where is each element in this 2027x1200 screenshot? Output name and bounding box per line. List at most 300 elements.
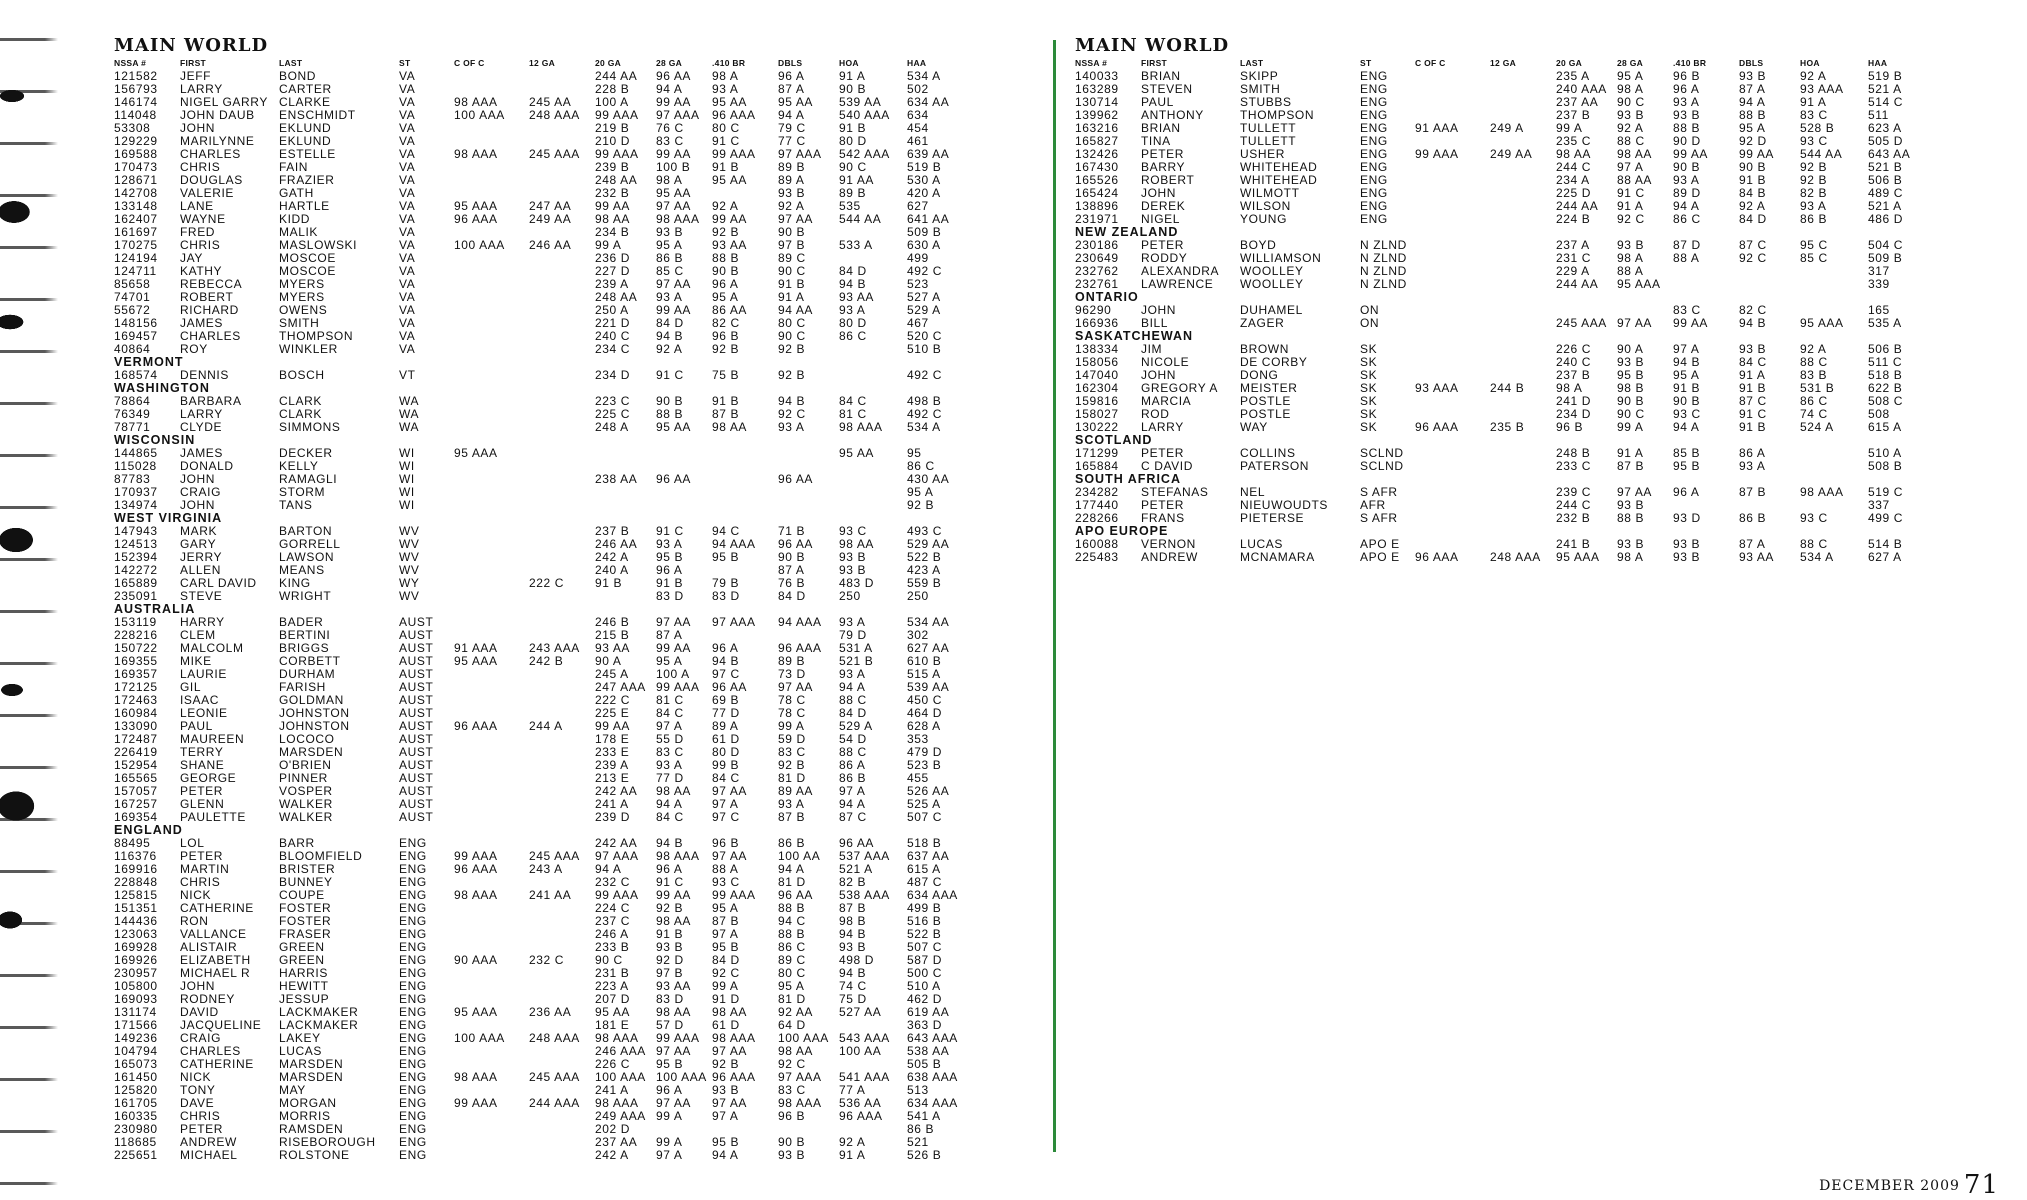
cell-nssa-number: 163289: [1075, 82, 1119, 96]
cell-ga28: 88 B: [1617, 511, 1645, 525]
cell-doubles: 77 C: [778, 134, 806, 148]
cell-hoa: 542 AAA: [839, 147, 890, 161]
cell-c-of-c: 95 AAA: [454, 1005, 498, 1019]
header-ga12: 12 GA: [1490, 58, 1517, 68]
cell-br410: 88 B: [712, 251, 740, 265]
cell-first-name: DOUGLAS: [180, 173, 243, 187]
cell-state: AUST: [399, 797, 434, 811]
page-number: 71: [1963, 1170, 1999, 1200]
cell-state: ENG: [399, 966, 427, 980]
cell-state: SK: [1360, 381, 1378, 395]
cell-first-name: PAUL: [1141, 95, 1174, 109]
cell-doubles: 87 C: [1739, 394, 1767, 408]
cell-haa: 337: [1868, 498, 1890, 512]
cell-ga28: 95 A: [1617, 69, 1644, 83]
cell-doubles: 82 C: [1739, 303, 1767, 317]
cell-state: SK: [1360, 342, 1378, 356]
cell-haa: 509 B: [1868, 251, 1903, 265]
cell-ga28: 99 AA: [656, 641, 692, 655]
cell-ga28: 97 AA: [656, 199, 692, 213]
cell-state: AUST: [399, 641, 434, 655]
cell-haa: 519 B: [907, 160, 942, 174]
cell-br410: 83 D: [712, 589, 740, 603]
table-row: [1075, 551, 2015, 564]
cell-br410: 84 D: [712, 953, 740, 967]
cell-ga28: 99 AAA: [656, 1031, 700, 1045]
cell-last-name: DURHAM: [279, 667, 336, 681]
cell-nssa-number: 53308: [114, 121, 151, 135]
cell-haa: 622 B: [1868, 381, 1903, 395]
cell-state: SK: [1360, 420, 1378, 434]
cell-ga28: 97 AA: [656, 1044, 692, 1058]
cell-br410: 85 B: [1673, 446, 1701, 460]
cell-haa: 508 B: [1868, 459, 1903, 473]
cell-state: VA: [399, 121, 416, 135]
cell-nssa-number: 169354: [114, 810, 158, 824]
cell-last-name: MEANS: [279, 563, 325, 577]
cell-nssa-number: 177440: [1075, 498, 1119, 512]
cell-state: WY: [399, 576, 420, 590]
cell-hoa: 86 B: [839, 771, 867, 785]
cell-first-name: CRAIG: [180, 485, 222, 499]
cell-first-name: ISAAC: [180, 693, 220, 707]
cell-hoa: 536 AA: [839, 1096, 882, 1110]
cell-haa: 634 AAA: [907, 888, 958, 902]
cell-ga20: 90 C: [595, 953, 623, 967]
section-heading: SOUTH AFRICA: [1075, 472, 1181, 486]
cell-nssa-number: 170937: [114, 485, 158, 499]
cell-haa: 510 A: [907, 979, 941, 993]
cell-doubles: 94 A: [1739, 95, 1766, 109]
cell-nssa-number: 157057: [114, 784, 158, 798]
cell-doubles: 93 A: [778, 420, 805, 434]
cell-haa: 492 C: [907, 407, 943, 421]
cell-ga28: 94 A: [656, 82, 683, 96]
cell-ga28: 98 AA: [656, 784, 692, 798]
cell-nssa-number: 104794: [114, 1044, 158, 1058]
cell-state: ENG: [399, 940, 427, 954]
cell-hoa: 543 AAA: [839, 1031, 890, 1045]
cell-ga20: 98 AA: [595, 212, 631, 226]
cell-last-name: LAWSON: [279, 550, 335, 564]
cell-br410: 87 B: [712, 407, 740, 421]
cell-ga20: 95 AAA: [1556, 550, 1600, 564]
cell-last-name: POSTLE: [1240, 394, 1291, 408]
cell-ga20: 232 B: [1556, 511, 1591, 525]
cell-doubles: 90 B: [1739, 160, 1767, 174]
cell-state: WI: [399, 498, 415, 512]
cell-br410: 86 AA: [712, 303, 748, 317]
cell-state: AUST: [399, 784, 434, 798]
cell-state: VA: [399, 134, 416, 148]
cell-state: VA: [399, 225, 416, 239]
cell-first-name: CATHERINE: [180, 1057, 254, 1071]
cell-last-name: WRIGHT: [279, 589, 332, 603]
cell-ga28: 96 AA: [656, 69, 692, 83]
cell-ga20: 248 AA: [595, 290, 638, 304]
cell-hoa: 92 B: [1800, 173, 1828, 187]
cell-last-name: CARTER: [279, 82, 332, 96]
cell-c-of-c: 96 AAA: [454, 212, 498, 226]
cell-nssa-number: 165889: [114, 576, 158, 590]
cell-first-name: LOL: [180, 836, 205, 850]
cell-ga28: 99 AA: [656, 95, 692, 109]
cell-nssa-number: 147943: [114, 524, 158, 538]
cell-haa: 521 A: [1868, 82, 1902, 96]
cell-last-name: CLARKE: [279, 95, 331, 109]
cell-first-name: PETER: [180, 784, 224, 798]
cell-ga20: 244 AA: [595, 69, 638, 83]
cell-ga20: 244 C: [1556, 160, 1592, 174]
cell-nssa-number: 121582: [114, 69, 158, 83]
cell-last-name: DECKER: [279, 446, 333, 460]
cell-doubles: 97 AAA: [778, 147, 822, 161]
cell-haa: 511: [1868, 108, 1889, 122]
cell-nssa-number: 105800: [114, 979, 158, 993]
cell-doubles: 90 C: [778, 329, 806, 343]
cell-hoa: 92 A: [1800, 69, 1827, 83]
cell-last-name: OWENS: [279, 303, 328, 317]
cell-nssa-number: 147040: [1075, 368, 1119, 382]
cell-state: WI: [399, 485, 415, 499]
cell-ga28: 97 AA: [656, 277, 692, 291]
cell-haa: 521 B: [1868, 160, 1903, 174]
cell-ga20: 96 B: [1556, 420, 1584, 434]
cell-ga28: 98 AAA: [656, 212, 700, 226]
cell-first-name: CHRIS: [180, 1109, 221, 1123]
cell-state: VA: [399, 303, 416, 317]
cell-state: VA: [399, 186, 416, 200]
cell-last-name: JESSUP: [279, 992, 330, 1006]
cell-ga12: 248 AAA: [1490, 550, 1541, 564]
cell-ga28: 99 AA: [656, 888, 692, 902]
cell-last-name: MOSCOE: [279, 251, 336, 265]
cell-doubles: 92 C: [778, 407, 806, 421]
cell-ga20: 248 AA: [595, 173, 638, 187]
cell-ga28: 97 AA: [1617, 316, 1653, 330]
cell-hoa: 85 C: [1800, 251, 1828, 265]
cell-hoa: 93 C: [1800, 511, 1828, 525]
cell-hoa: 75 D: [839, 992, 867, 1006]
cell-hoa: 90 C: [839, 160, 867, 174]
cell-br410: 97 A: [1673, 342, 1700, 356]
cell-last-name: WHITEHEAD: [1240, 173, 1318, 187]
cell-ga20: 245 AAA: [1556, 316, 1607, 330]
cell-doubles: 96 AAA: [778, 641, 822, 655]
cell-nssa-number: 158056: [1075, 355, 1119, 369]
cell-nssa-number: 226419: [114, 745, 158, 759]
cell-haa: 521 A: [1868, 199, 1902, 213]
cell-nssa-number: 150722: [114, 641, 158, 655]
cell-haa: 587 D: [907, 953, 943, 967]
cell-c-of-c: 98 AAA: [454, 888, 498, 902]
cell-state: ENG: [399, 914, 427, 928]
cell-last-name: RAMSDEN: [279, 1122, 344, 1136]
cell-br410: 99 AAA: [712, 147, 756, 161]
cell-nssa-number: 156793: [114, 82, 158, 96]
cell-state: AUST: [399, 615, 434, 629]
cell-ga28: 98 A: [1617, 82, 1644, 96]
cell-br410: 94 A: [712, 1148, 739, 1162]
cell-first-name: CLEM: [180, 628, 216, 642]
cell-last-name: MAY: [279, 1083, 306, 1097]
cell-doubles: 84 C: [1739, 355, 1767, 369]
cell-haa: 634 AAA: [907, 1096, 958, 1110]
cell-doubles: 64 D: [778, 1018, 806, 1032]
cell-haa: 420 A: [907, 186, 941, 200]
cell-ga28: 84 D: [656, 316, 684, 330]
cell-ga20: 237 B: [1556, 368, 1591, 382]
cell-ga20: 213 E: [595, 771, 630, 785]
cell-first-name: REBECCA: [180, 277, 243, 291]
cell-doubles: 86 C: [778, 940, 806, 954]
cell-nssa-number: 162407: [114, 212, 158, 226]
cell-first-name: MICHAEL: [180, 1148, 238, 1162]
cell-last-name: TULLETT: [1240, 134, 1297, 148]
cell-ga20: 246 A: [595, 927, 629, 941]
cell-last-name: GREEN: [279, 953, 325, 967]
cell-haa: 529 AA: [907, 537, 950, 551]
cell-first-name: GLENN: [180, 797, 225, 811]
table-row: [1075, 213, 2015, 226]
cell-ga28: 91 A: [1617, 446, 1644, 460]
cell-ga28: 94 A: [656, 797, 683, 811]
cell-nssa-number: 228848: [114, 875, 158, 889]
cell-haa: 423 A: [907, 563, 941, 577]
cell-br410: 98 A: [712, 69, 739, 83]
cell-nssa-number: 115028: [114, 459, 157, 473]
cell-br410: 97 A: [712, 1109, 739, 1123]
cell-ga20: 237 C: [595, 914, 631, 928]
cell-haa: 523 B: [907, 758, 942, 772]
table-row: [114, 811, 1054, 824]
cell-last-name: GREEN: [279, 940, 325, 954]
cell-ga28: 84 C: [656, 810, 684, 824]
cell-br410: 95 A: [712, 290, 739, 304]
cell-nssa-number: 130714: [1075, 95, 1119, 109]
cell-last-name: COUPE: [279, 888, 325, 902]
cell-haa: 518 B: [1868, 368, 1903, 382]
cell-hoa: 97 A: [839, 784, 866, 798]
cell-first-name: LANE: [180, 199, 214, 213]
cell-first-name: DAVE: [180, 1096, 215, 1110]
cell-first-name: LARRY: [180, 407, 223, 421]
cell-haa: 95: [907, 446, 922, 460]
cell-ga20: 232 B: [595, 186, 630, 200]
cell-ga20: 242 A: [595, 550, 629, 564]
cell-ga28: 83 C: [656, 134, 684, 148]
cell-haa: 507 C: [907, 810, 943, 824]
cell-haa: 464 D: [907, 706, 943, 720]
cell-br410: 91 D: [712, 992, 740, 1006]
cell-ga20: 244 AA: [1556, 199, 1599, 213]
cell-ga20: 239 A: [595, 277, 629, 291]
cell-hoa: 87 B: [839, 901, 867, 915]
cell-haa: 627: [907, 199, 929, 213]
cell-haa: 86 B: [907, 1122, 935, 1136]
cell-last-name: MORRIS: [279, 1109, 331, 1123]
cell-br410: 93 A: [712, 82, 739, 96]
cell-first-name: CLYDE: [180, 420, 223, 434]
cell-state: VA: [399, 108, 416, 122]
cell-first-name: LAWRENCE: [1141, 277, 1214, 291]
cell-doubles: 90 C: [778, 264, 806, 278]
cell-doubles: 87 A: [778, 563, 805, 577]
cell-br410: 96 A: [1673, 82, 1700, 96]
cell-hoa: 529 A: [839, 719, 873, 733]
cell-ga20: 221 D: [595, 316, 631, 330]
header-haa: HAA: [1868, 58, 1888, 68]
cell-br410: 95 B: [712, 1135, 740, 1149]
cell-ga20: 227 D: [595, 264, 631, 278]
cell-doubles: 97 B: [778, 238, 806, 252]
cell-nssa-number: 169588: [114, 147, 158, 161]
cell-first-name: BARBARA: [180, 394, 242, 408]
section-heading: WEST VIRGINIA: [114, 511, 223, 525]
cell-nssa-number: 78864: [114, 394, 151, 408]
cell-ga20: 242 A: [595, 1148, 629, 1162]
cell-haa: 522 B: [907, 927, 942, 941]
cell-state: ON: [1360, 316, 1380, 330]
cell-br410: 93 B: [1673, 108, 1701, 122]
cell-hoa: 93 AA: [839, 290, 875, 304]
cell-state: APO E: [1360, 537, 1400, 551]
cell-ga28: 93 B: [656, 225, 684, 239]
cell-ga20: 228 B: [595, 82, 630, 96]
cell-first-name: NICOLE: [1141, 355, 1190, 369]
cell-first-name: ROD: [1141, 407, 1170, 421]
cell-first-name: ALISTAIR: [180, 940, 238, 954]
cell-ga20: 248 A: [595, 420, 629, 434]
cell-last-name: WHITEHEAD: [1240, 160, 1318, 174]
column-title: MAIN WORLD: [1075, 35, 1230, 56]
cell-last-name: HARRIS: [279, 966, 328, 980]
cell-ga20: 234 D: [1556, 407, 1592, 421]
cell-first-name: MALCOLM: [180, 641, 244, 655]
cell-doubles: 97 AAA: [778, 1070, 822, 1084]
cell-br410: 99 A: [712, 979, 739, 993]
cell-ga20: 248 B: [1556, 446, 1591, 460]
cell-doubles: 87 B: [1739, 485, 1767, 499]
cell-state: ENG: [399, 875, 427, 889]
cell-nssa-number: 234282: [1075, 485, 1119, 499]
cell-doubles: 97 AA: [778, 680, 814, 694]
cell-first-name: ROBERT: [180, 290, 234, 304]
cell-c-of-c: 99 AAA: [454, 1096, 498, 1110]
cell-hoa: 90 B: [839, 82, 867, 96]
cell-last-name: STORM: [279, 485, 326, 499]
cell-br410: 96 A: [712, 277, 739, 291]
cell-br410: 97 AA: [712, 849, 748, 863]
section-heading: WISCONSIN: [114, 433, 196, 447]
cell-hoa: 91 A: [839, 69, 866, 83]
cell-last-name: MARSDEN: [279, 1070, 344, 1084]
cell-ga12: 222 C: [529, 576, 565, 590]
cell-br410: 96 B: [712, 836, 740, 850]
table-row: [1075, 460, 2015, 473]
scan-edge-artifact: [0, 0, 58, 1200]
cell-last-name: MARSDEN: [279, 745, 344, 759]
section-heading: ONTARIO: [1075, 290, 1139, 304]
cell-nssa-number: 230649: [1075, 251, 1119, 265]
cell-ga28: 93 AA: [656, 979, 692, 993]
cell-state: AUST: [399, 654, 434, 668]
cell-haa: 638 AAA: [907, 1070, 958, 1084]
cell-doubles: 92 B: [778, 758, 806, 772]
cell-state: ENG: [399, 1135, 427, 1149]
cell-hoa: 91 B: [839, 121, 867, 135]
cell-first-name: JIM: [1141, 342, 1163, 356]
cell-br410: 90 B: [1673, 160, 1701, 174]
cell-haa: 534 A: [907, 69, 941, 83]
cell-nssa-number: 96290: [1075, 303, 1112, 317]
cell-ga28: 85 C: [656, 264, 684, 278]
cell-last-name: ENSCHMIDT: [279, 108, 356, 122]
cell-br410: 93 C: [1673, 407, 1701, 421]
cell-br410: 96 B: [1673, 69, 1701, 83]
cell-first-name: BARRY: [1141, 160, 1186, 174]
cell-last-name: DUHAMEL: [1240, 303, 1303, 317]
cell-last-name: JOHNSTON: [279, 706, 350, 720]
results-table-right: [1075, 57, 2015, 564]
cell-haa: 515 A: [907, 667, 941, 681]
cell-doubles: 90 B: [778, 550, 806, 564]
cell-br410: 96 B: [712, 329, 740, 343]
cell-last-name: RAMAGLI: [279, 472, 338, 486]
cell-nssa-number: 232761: [1075, 277, 1119, 291]
cell-nssa-number: 140033: [1075, 69, 1119, 83]
cell-state: SCLND: [1360, 446, 1404, 460]
cell-nssa-number: 225483: [1075, 550, 1119, 564]
cell-ga20: 250 A: [595, 303, 629, 317]
cell-first-name: CRAIG: [180, 1031, 222, 1045]
cell-haa: 455: [907, 771, 929, 785]
cell-br410: 92 B: [712, 1057, 740, 1071]
cell-haa: 505 D: [1868, 134, 1904, 148]
cell-state: ENG: [1360, 134, 1388, 148]
cell-last-name: RISEBOROUGH: [279, 1135, 376, 1149]
cell-first-name: BILL: [1141, 316, 1169, 330]
cell-br410: 89 A: [712, 719, 739, 733]
cell-hoa: 544 AA: [839, 212, 882, 226]
cell-doubles: 59 D: [778, 732, 806, 746]
cell-first-name: ROY: [180, 342, 208, 356]
cell-nssa-number: 161705: [114, 1096, 158, 1110]
cell-br410: 97 A: [712, 797, 739, 811]
cell-nssa-number: 167430: [1075, 160, 1119, 174]
cell-c-of-c: 96 AAA: [1415, 420, 1459, 434]
cell-hoa: 82 B: [839, 875, 867, 889]
cell-br410: 96 A: [1673, 485, 1700, 499]
cell-last-name: KING: [279, 576, 311, 590]
cell-ga20: 215 B: [595, 628, 630, 642]
cell-ga20: 181 E: [595, 1018, 630, 1032]
cell-nssa-number: 158027: [1075, 407, 1119, 421]
cell-state: ENG: [399, 1005, 427, 1019]
cell-br410: 87 B: [712, 914, 740, 928]
cell-ga28: 91 C: [656, 524, 684, 538]
cell-hoa: 93 A: [839, 303, 866, 317]
cell-hoa: 527 AA: [839, 1005, 882, 1019]
cell-last-name: LACKMAKER: [279, 1005, 359, 1019]
cell-state: VA: [399, 277, 416, 291]
cell-ga20: 237 B: [1556, 108, 1591, 122]
cell-doubles: 79 C: [778, 121, 806, 135]
cell-ga28: 91 B: [656, 576, 684, 590]
cell-nssa-number: 148156: [114, 316, 158, 330]
cell-ga20: 95 AA: [595, 1005, 631, 1019]
cell-c-of-c: 95 AAA: [454, 199, 498, 213]
